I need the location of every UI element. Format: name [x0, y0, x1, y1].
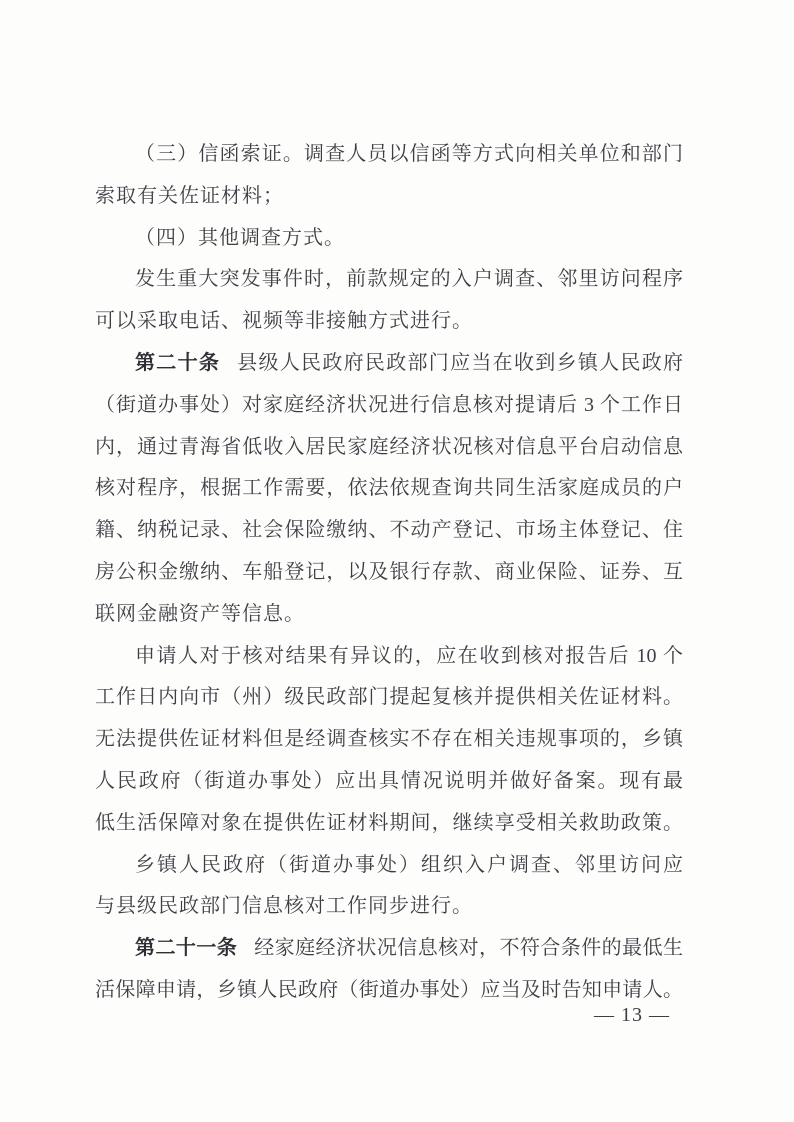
document-line: [95, 385, 683, 427]
document-line: [95, 928, 683, 970]
document-line: [95, 343, 683, 385]
line-text: 乡镇人民政府（街道办事处）组织入户调查、邻里访问应: [135, 853, 683, 876]
line-text: （三）信函索证。调查人员以信函等方式向相关单位和部门: [135, 143, 683, 165]
document-line: [95, 427, 683, 469]
document-line: [95, 134, 683, 176]
line-text: 县级人民政府民政部门应当在收到乡镇人民政府: [237, 351, 683, 374]
document-line: [95, 468, 683, 510]
article-number: 第二十条: [135, 351, 221, 374]
document-line: [95, 636, 683, 678]
line-text: 内，通过青海省低收入居民家庭经济状况核对信息平台启动信息: [95, 435, 683, 458]
line-text: 房公积金缴纳、车船登记，以及银行存款、商业保险、证券、互: [95, 560, 683, 583]
document-line: [95, 677, 683, 719]
document-line: [95, 845, 683, 887]
line-text: 核对程序，根据工作需要，依法依规查询共同生活家庭成员的户: [95, 477, 683, 500]
line-text: 无法提供佐证材料但是经调查核实不存在相关违规事项的，乡镇: [95, 728, 683, 751]
document-line: [95, 301, 683, 343]
line-text: （四）其他调查方式。: [135, 226, 345, 249]
line-text: 申请人对于核对结果有异议的，应在收到核对报告后 10 个: [135, 644, 683, 667]
document-line: [95, 803, 683, 845]
text-block: [95, 134, 683, 1012]
document-line: [95, 719, 683, 761]
line-text: 与县级民政部门信息核对工作同步进行。: [95, 895, 473, 918]
line-text: 联网金融资产等信息。: [95, 602, 305, 625]
line-text: （街道办事处）对家庭经济状况进行信息核对提请后 3 个工作日: [95, 393, 683, 416]
document-line: [95, 176, 683, 218]
page-number: — 13 —: [594, 1004, 670, 1026]
document-line: [95, 510, 683, 552]
line-text: 经家庭经济状况信息核对，不符合条件的最低生: [254, 937, 683, 960]
line-text: 人民政府（街道办事处）应出具情况说明并做好备案。现有最: [95, 769, 683, 792]
document-line: [95, 552, 683, 594]
article-number: 第二十一条: [135, 937, 238, 960]
line-text: 工作日内向市（州）级民政部门提起复核并提供相关佐证材料。: [95, 686, 683, 709]
document-line: [95, 761, 683, 803]
line-text: 可以采取电话、视频等非接触方式进行。: [95, 310, 473, 333]
document-line: [95, 259, 683, 301]
line-text: 籍、纳税记录、社会保险缴纳、不动产登记、市场主体登记、住: [95, 519, 683, 542]
line-text: 活保障申请，乡镇人民政府（街道办事处）应当及时告知申请人。: [95, 978, 683, 1001]
line-text: 低生活保障对象在提供佐证材料期间，继续享受相关救助政策。: [95, 811, 683, 834]
document-line: [95, 594, 683, 636]
line-text: 索取有关佐证材料；: [95, 184, 284, 207]
document-line: [95, 886, 683, 928]
line-text: 发生重大突发事件时，前款规定的入户调查、邻里访问程序: [135, 268, 683, 291]
document-line: [95, 218, 683, 260]
